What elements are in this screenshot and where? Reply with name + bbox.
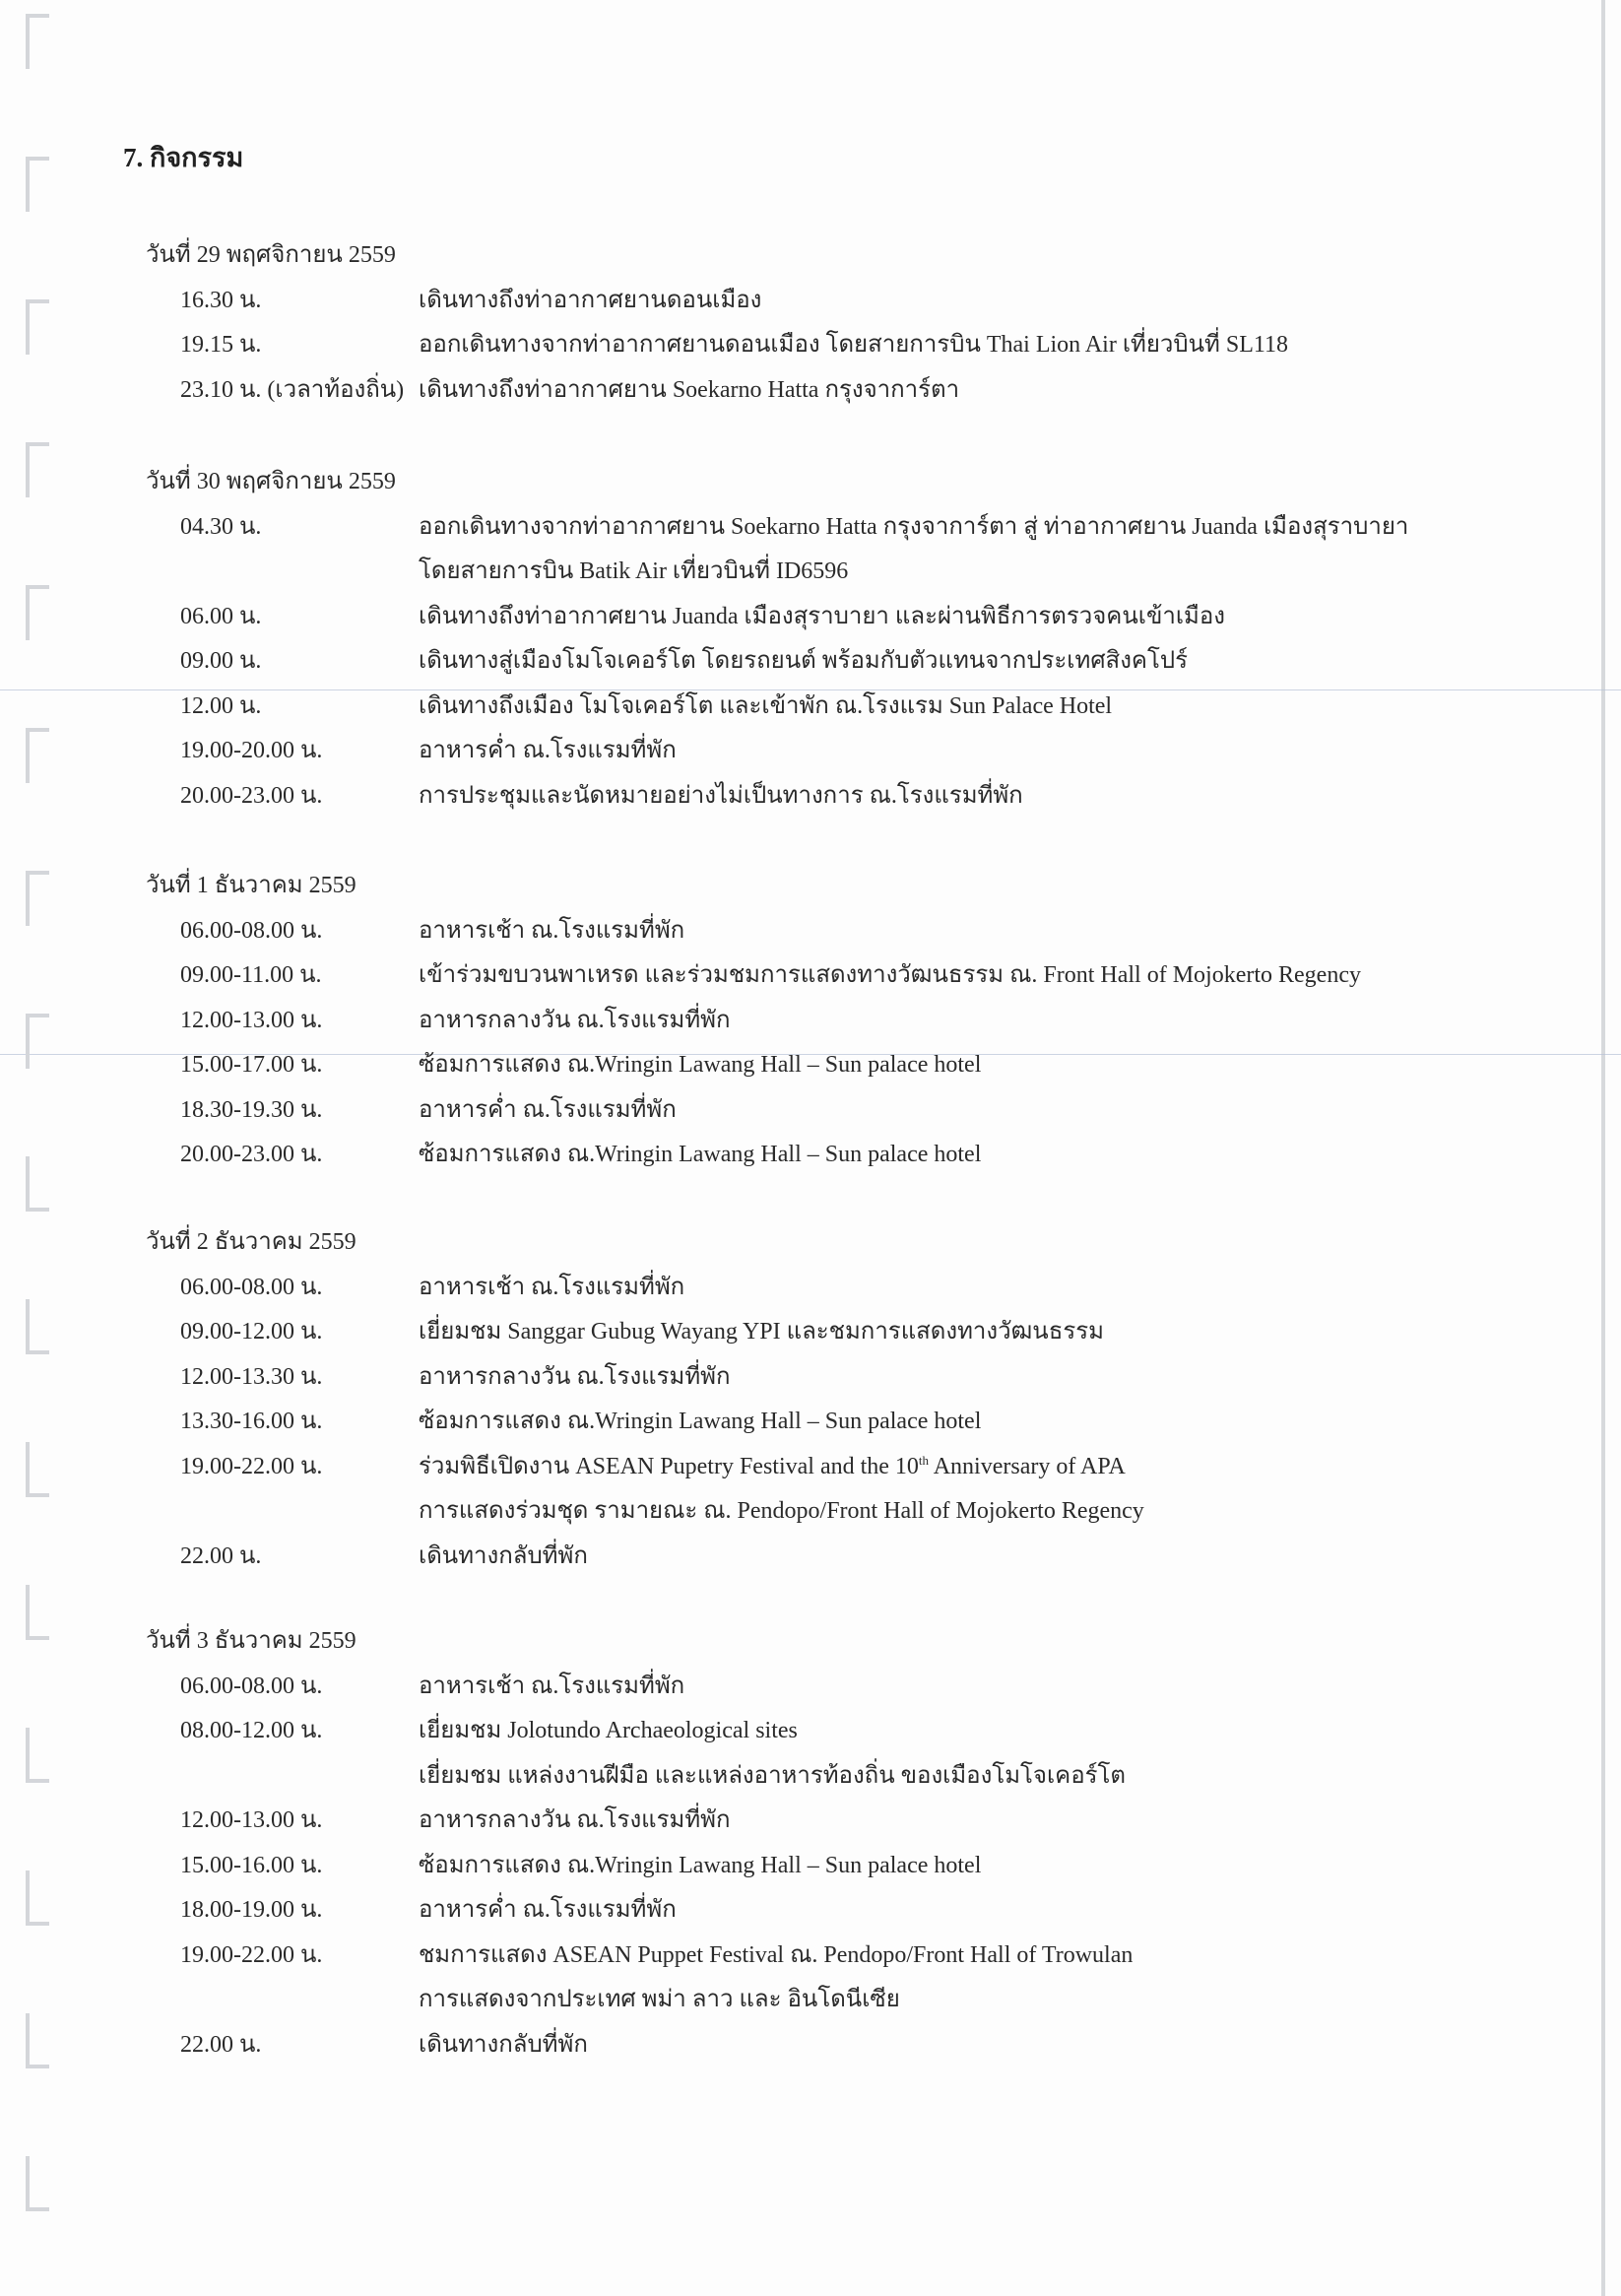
schedule-time: 22.00 น. (180, 2031, 262, 2058)
schedule-time: 23.10 น. (เวลาท้องถิ่น) (180, 376, 405, 403)
binding-mark (26, 728, 49, 783)
schedule-description: อาหารเช้า ณ.โรงแรมที่พัก (419, 1673, 685, 1699)
schedule-description: ซ้อมการแสดง ณ.Wringin Lawang Hall – Sun palace hotel (419, 1852, 982, 1878)
binding-mark (26, 1585, 49, 1640)
binding-mark (26, 1870, 49, 1926)
schedule-description: อาหารค่ำ ณ.โรงแรมที่พัก (419, 1897, 677, 1923)
schedule-description: การแสดงจากประเทศ พม่า ลาว และ อินโดนีเซีย (419, 1987, 900, 2012)
schedule-time: 19.00-22.00 น. (180, 1453, 323, 1479)
schedule-description: เดินทางถึงท่าอากาศยาน Juanda เมืองสุราบายา และผ่านพิธีการตรวจคนเข้าเมือง (419, 603, 1225, 629)
binding-mark (26, 442, 49, 497)
schedule-description: ร่วมพิธีเปิดงาน ASEAN Pupetry Festival and the 10th Anniversary of APA (419, 1452, 1126, 1479)
schedule-time: 09.00-11.00 น. (180, 962, 322, 988)
schedule-description: ซ้อมการแสดง ณ.Wringin Lawang Hall – Sun palace hotel (419, 1142, 982, 1167)
binding-mark (26, 2156, 49, 2211)
schedule-description: อาหารค่ำ ณ.โรงแรมที่พัก (419, 1096, 677, 1123)
schedule-description: เยี่ยมชม Jolotundo Archaeological sites (419, 1718, 798, 1743)
schedule-time: 18.00-19.00 น. (180, 1897, 323, 1923)
schedule-time: 04.30 น. (180, 513, 262, 540)
schedule-description: เดินทางกลับที่พัก (419, 2031, 588, 2058)
schedule-time: 15.00-16.00 น. (180, 1852, 323, 1878)
binding-mark (26, 1299, 49, 1354)
schedule-description: เดินทางสู่เมืองโมโจเคอร์โต โดยรถยนต์ พร้อมกับตัวแทนจากประเทศสิงคโปร์ (419, 648, 1188, 674)
binding-mark (26, 1156, 49, 1212)
schedule-time: 13.30-16.00 น. (180, 1409, 323, 1434)
schedule-description: ออกเดินทางจากท่าอากาศยานดอนเมือง โดยสายการบิน Thai Lion Air เที่ยวบินที่ SL118 (419, 332, 1288, 358)
schedule-description: การประชุมและนัดหมายอย่างไม่เป็นทางการ ณ.โรงแรมที่พัก (419, 782, 1023, 809)
day-header: วันที่ 30 พฤศจิกายน 2559 (146, 469, 396, 494)
schedule-time: 09.00-12.00 น. (180, 1319, 323, 1345)
binding-mark (26, 871, 49, 926)
schedule-time: 09.00 น. (180, 648, 262, 674)
scan-edge-line (1601, 0, 1605, 2296)
schedule-description: เดินทางถึงเมือง โมโจเคอร์โต และเข้าพัก ณ.โรงแรม Sun Palace Hotel (419, 692, 1113, 719)
schedule-time: 19.00-20.00 น. (180, 738, 323, 763)
binding-mark (26, 157, 49, 212)
day-header: วันที่ 1 ธันวาคม 2559 (146, 873, 357, 898)
schedule-description: การแสดงร่วมชุด รามายณะ ณ. Pendopo/Front Hall of Mojokerto Regency (419, 1498, 1144, 1524)
schedule-description: เยี่ยมชม Sanggar Gubug Wayang YPI และชมการแสดงทางวัฒนธรรม (419, 1319, 1104, 1345)
schedule-time: 19.00-22.00 น. (180, 1941, 323, 1968)
schedule-description: เยี่ยมชม แหล่งงานฝีมือ และแหล่งอาหารท้องถิ่น ของเมืองโมโจเคอร์โต (419, 1762, 1127, 1789)
schedule-time: 15.00-17.00 น. (180, 1052, 323, 1078)
binding-mark (26, 299, 49, 355)
day-header: วันที่ 2 ธันวาคม 2559 (146, 1229, 357, 1255)
schedule-time: 12.00-13.00 น. (180, 1007, 323, 1033)
schedule-time: 06.00 น. (180, 603, 262, 629)
schedule-time: 19.15 น. (180, 332, 262, 358)
schedule-time: 12.00 น. (180, 692, 262, 719)
schedule-time: 12.00-13.30 น. (180, 1363, 323, 1390)
schedule-time: 20.00-23.00 น. (180, 1142, 323, 1167)
schedule-time: 12.00-13.00 น. (180, 1807, 323, 1833)
schedule-description: อาหารกลางวัน ณ.โรงแรมที่พัก (419, 1807, 731, 1833)
day-header: วันที่ 3 ธันวาคม 2559 (146, 1628, 357, 1654)
schedule-description: อาหารเช้า ณ.โรงแรมที่พัก (419, 1274, 685, 1300)
schedule-description: ซ้อมการแสดง ณ.Wringin Lawang Hall – Sun palace hotel (419, 1409, 982, 1434)
schedule-time: 06.00-08.00 น. (180, 1673, 323, 1699)
schedule-time: 18.30-19.30 น. (180, 1096, 323, 1123)
schedule-description: อาหารกลางวัน ณ.โรงแรมที่พัก (419, 1363, 731, 1390)
schedule-description: อาหารค่ำ ณ.โรงแรมที่พัก (419, 738, 677, 763)
schedule-description: โดยสายการบิน Batik Air เที่ยวบินที่ ID6596 (419, 558, 849, 584)
schedule-description: อาหารกลางวัน ณ.โรงแรมที่พัก (419, 1007, 731, 1033)
day-header: วันที่ 29 พฤศจิกายน 2559 (146, 242, 396, 268)
schedule-time: 06.00-08.00 น. (180, 917, 323, 944)
schedule-description: เข้าร่วมขบวนพาเหรด และร่วมชมการแสดงทางวัฒนธรรม ณ. Front Hall of Mojokerto Regency (419, 962, 1361, 988)
binding-mark (26, 1442, 49, 1497)
schedule-description: อาหารเช้า ณ.โรงแรมที่พัก (419, 917, 685, 944)
schedule-time: 08.00-12.00 น. (180, 1718, 323, 1743)
schedule-description: เดินทางกลับที่พัก (419, 1542, 588, 1569)
schedule-description: ชมการแสดง ASEAN Puppet Festival ณ. Pendopo/Front Hall of Trowulan (419, 1941, 1134, 1968)
schedule-time: 06.00-08.00 น. (180, 1274, 323, 1300)
schedule-time: 16.30 น. (180, 287, 262, 313)
binding-mark (26, 585, 49, 640)
schedule-description: ซ้อมการแสดง ณ.Wringin Lawang Hall – Sun palace hotel (419, 1052, 982, 1078)
schedule-time: 22.00 น. (180, 1542, 262, 1569)
binding-mark (26, 1014, 49, 1069)
binding-mark (26, 1728, 49, 1783)
schedule-description: ออกเดินทางจากท่าอากาศยาน Soekarno Hatta กรุงจาการ์ตา สู่ ท่าอากาศยาน Juanda เมืองสุราบายา (419, 513, 1409, 540)
schedule-description: เดินทางถึงท่าอากาศยาน Soekarno Hatta กรุงจาการ์ตา (419, 376, 960, 403)
schedule-description: เดินทางถึงท่าอากาศยานดอนเมือง (419, 287, 762, 313)
binding-mark (26, 2013, 49, 2068)
section-title: 7. กิจกรรม (123, 143, 244, 172)
binding-mark (26, 14, 49, 69)
schedule-time: 20.00-23.00 น. (180, 782, 323, 809)
